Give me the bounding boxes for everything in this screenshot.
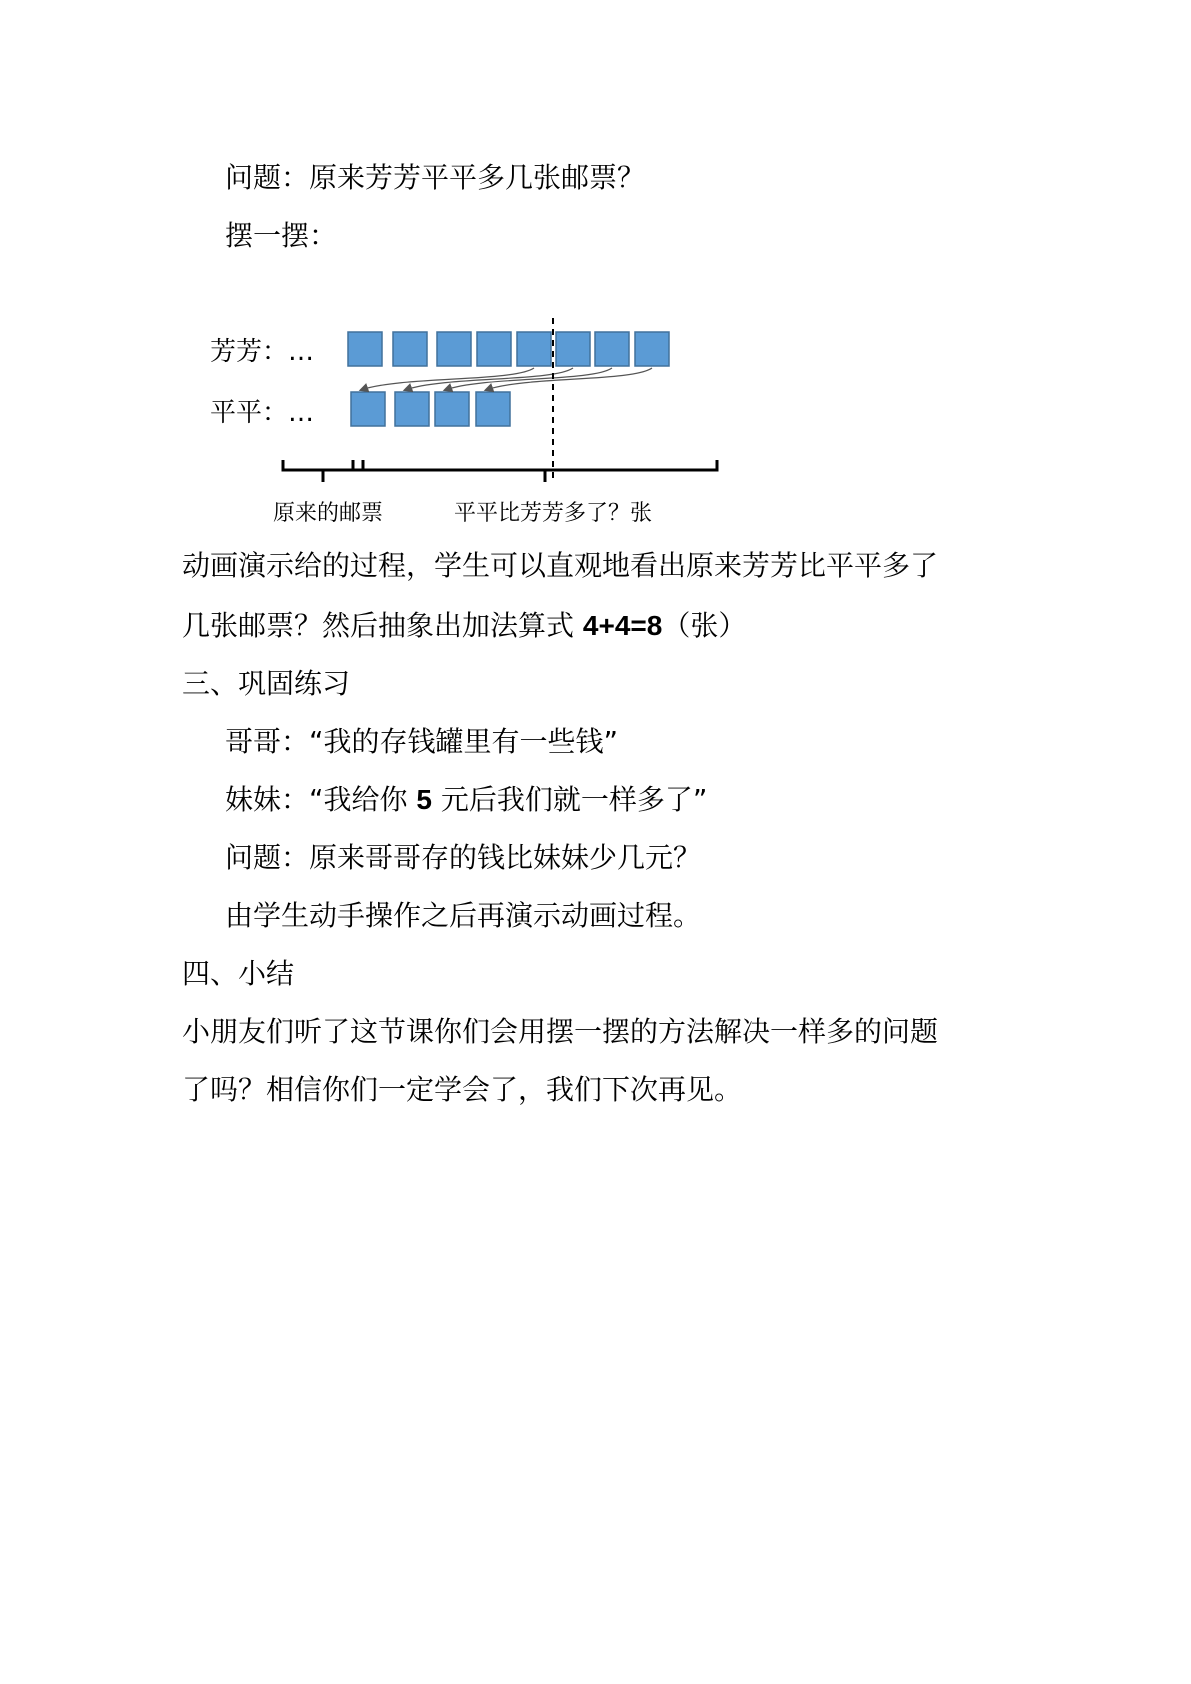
fangfang-stamp [595,332,629,366]
meimei-amount: 5 [416,784,432,815]
question-1: 问题：原来芳芳平平多几张邮票？ [225,161,646,194]
brace-left [283,460,363,482]
fangfang-stamp [437,332,471,366]
arrange-heading: 摆一摆： [225,219,338,252]
fangfang-stamp [517,332,551,366]
transfer-arrow [445,368,612,390]
fangfang-stamp [635,332,669,366]
pingping-stamp [435,392,469,426]
brace-left-label: 原来的邮票 [273,501,384,526]
fangfang-stamp [477,332,511,366]
pingping-stamp-row [351,392,510,426]
question-2: 问题：原来哥哥存的钱比妹妹少几元？ [225,841,702,874]
explanation-line-2 [182,608,746,644]
transfer-arrows [361,368,652,390]
transfer-arrow [405,368,573,390]
explanation-text: 几张邮票？然后抽象出加法算式 [182,609,583,642]
transfer-arrow [361,368,534,390]
pingping-stamp [351,392,385,426]
label-pingping: 平平：… [210,398,315,428]
fangfang-stamp [348,332,382,366]
fangfang-stamp-row [348,332,669,366]
stamp-diagram [190,310,750,540]
pingping-stamp [395,392,429,426]
label-fangfang: 芳芳：… [210,337,315,367]
demo-instruction: 由学生动手操作之后再演示动画过程。 [225,899,702,932]
section-3-heading: 三、巩固练习 [182,667,351,700]
brace-right-label: 平平比芳芳多了？张 [454,501,653,526]
summary-line-1: 小朋友们听了这节课你们会用摆一摆的方法解决一样多的问题 [182,1015,939,1048]
meimei-text-pre: 妹妹：“我给你 [225,783,417,816]
fangfang-stamp [556,332,590,366]
pingping-stamp [476,392,510,426]
meimei-quote [225,782,707,818]
brace-right [353,460,717,482]
gege-quote: 哥哥：“我的存钱罐里有一些钱” [225,725,619,758]
unit-text: （张） [662,609,747,642]
addition-formula: 4+4=8 [582,610,663,641]
explanation-line-1: 动画演示给的过程，学生可以直观地看出原来芳芳比平平多了 [182,549,939,582]
transfer-arrow [486,368,652,390]
meimei-text-post: 元后我们就一样多了” [432,783,708,816]
section-4-heading: 四、小结 [182,957,295,990]
summary-line-2: 了吗？相信你们一定学会了，我们下次再见。 [182,1073,743,1106]
fangfang-stamp [393,332,427,366]
